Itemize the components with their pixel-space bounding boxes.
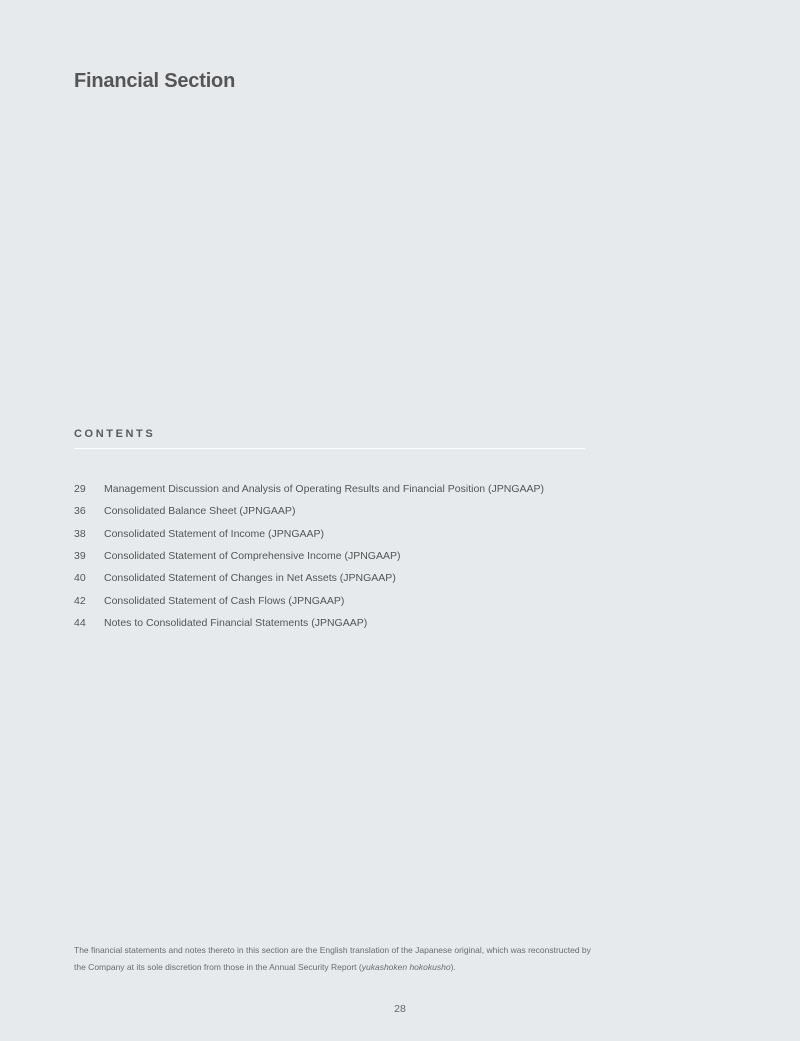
- footnote-text-end: ).: [450, 962, 456, 972]
- toc-label: Consolidated Statement of Comprehensive Income (JPNGAAP): [104, 550, 401, 563]
- toc-item[interactable]: [74, 589, 544, 611]
- toc-label: Consolidated Balance Sheet (JPNGAAP): [104, 505, 296, 518]
- toc-page-number: 39: [74, 550, 86, 563]
- contents-divider: [74, 448, 585, 449]
- toc-page-number: 44: [74, 616, 86, 629]
- toc-label: Notes to Consolidated Financial Statements (JPNGAAP): [104, 616, 368, 629]
- toc-item[interactable]: [74, 545, 544, 567]
- toc-label: Consolidated Statement of Cash Flows (JPNGAAP): [104, 594, 345, 607]
- toc-page-number: 42: [74, 594, 86, 607]
- contents-heading: CONTENTS: [74, 428, 156, 440]
- toc-page-number: 36: [74, 505, 86, 518]
- toc-page-number: 40: [74, 572, 86, 585]
- footnote-italic-term: yukashoken hokokusho: [361, 962, 451, 972]
- toc-label: Consolidated Statement of Changes in Net Assets (JPNGAAP): [104, 572, 396, 585]
- page-number: 28: [394, 1003, 406, 1015]
- page-title: Financial Section: [74, 70, 236, 92]
- toc-item[interactable]: [74, 478, 544, 500]
- toc-page-number: 29: [74, 483, 86, 496]
- toc-page-number: 38: [74, 527, 86, 540]
- toc-item[interactable]: [74, 500, 544, 522]
- toc-label: Management Discussion and Analysis of Operating Results and Financial Position (JPNGAAP): [104, 483, 545, 496]
- table-of-contents: [74, 478, 544, 634]
- translation-footnote: [74, 942, 594, 976]
- toc-item[interactable]: [74, 523, 544, 545]
- footnote-text: The financial statements and notes thereto in this section are the English translation of the Japanese original, which was reconstructed by the Company at its sole discretion from those in the Annual Security Report (: [74, 945, 591, 972]
- toc-label: Consolidated Statement of Income (JPNGAAP): [104, 527, 325, 540]
- toc-item[interactable]: [74, 567, 544, 589]
- toc-item[interactable]: [74, 612, 544, 634]
